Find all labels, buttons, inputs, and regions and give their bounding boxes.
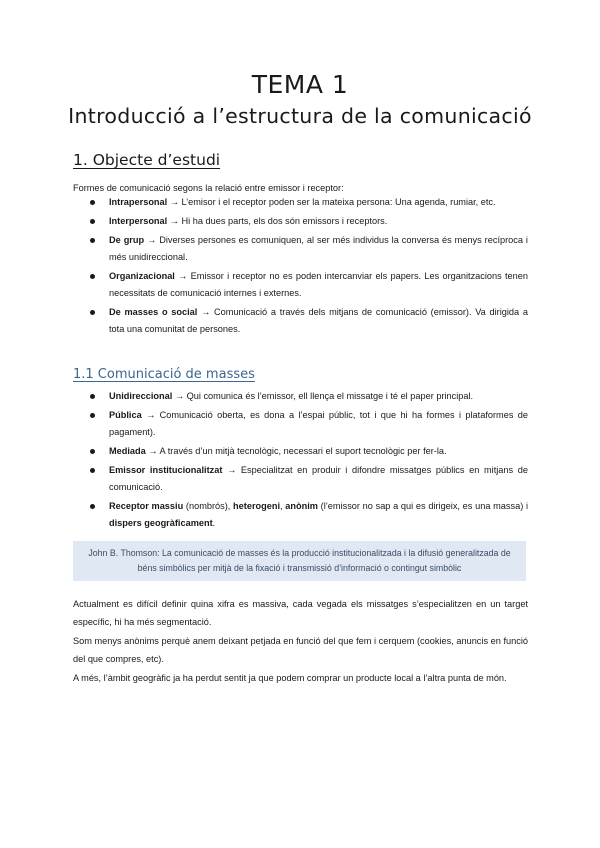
- paragraph: Actualment es difícil definir quina xifra es massiva, cada vegada els missatges s’especialitzen en un target específic, hi ha més segmentació.: [73, 599, 528, 627]
- item-term: Unidireccional: [109, 391, 173, 401]
- list-item: [90, 407, 528, 441]
- bullet-icon: [90, 200, 95, 205]
- item-text: → Especialitzat en produir i difondre missatges públics en mitjans de comunicació.: [109, 465, 528, 492]
- item-text: .: [212, 518, 216, 528]
- item-text: → A través d’un mitjà tecnològic, necessari el suport tecnològic per fer-la.: [148, 446, 447, 456]
- item-term: Emissor institucionalitzat: [109, 465, 223, 475]
- bullet-icon: [90, 394, 95, 399]
- item-text: → Emissor i receptor no es poden intercanviar els papers. Les organitzacions tenen necessitats de comunicació internes i externes.: [109, 271, 528, 298]
- mass-communication-list: [90, 388, 528, 532]
- item-text: → Hi ha dues parts, els dos són emissors i receptors.: [169, 216, 388, 226]
- bullet-icon: [90, 468, 95, 473]
- item-term: Interpersonal: [109, 216, 168, 226]
- item-text: ,: [280, 501, 286, 511]
- item-term: De grup: [109, 235, 145, 245]
- bullet-icon: [90, 504, 95, 509]
- item-term: anònim: [285, 501, 318, 511]
- item-text: → Comunicació oberta, es dona a l’espai públic, tot i que hi ha formes i plataformes de pagament).: [109, 410, 528, 437]
- item-text: → Diverses persones es comuniquen, al ser més individus la conversa és menys recíproca i més unidireccional.: [109, 235, 528, 262]
- list-item: [90, 268, 528, 302]
- list-item: [90, 232, 528, 266]
- bullet-icon: [90, 310, 95, 315]
- list-item: [90, 194, 528, 211]
- item-term: Organizacional: [109, 271, 175, 281]
- item-text: → L’emisor i el receptor poden ser la mateixa persona: Una agenda, rumiar, etc.: [169, 197, 496, 207]
- paragraph: A més, l’àmbit geogràfic ja ha perdut sentit ja que podem comprar un producte local a l’altra punta de món.: [73, 673, 507, 683]
- item-text: (nombrós),: [183, 501, 234, 511]
- page-title: TEMA 1: [251, 70, 349, 99]
- bullet-icon: [90, 219, 95, 224]
- bullet-icon: [90, 274, 95, 279]
- quote-text: John B. Thomson: La comunicació de masses és la producció institucionalitzada i la difusió generalitzada de béns simbòlics per mitjà de la fixació i transmissió d’informació o contingut simbòlic: [88, 548, 511, 573]
- item-term: heterogeni: [233, 501, 281, 511]
- item-term: Receptor massiu: [109, 501, 184, 511]
- list-item: [90, 443, 528, 460]
- item-term: Intrapersonal: [109, 197, 168, 207]
- section-heading-masses: 1.1 Comunicació de masses: [73, 367, 255, 382]
- item-text: → Qui comunica és l’emissor, ell llença el missatge i té el paper principal.: [174, 391, 474, 401]
- bullet-icon: [90, 413, 95, 418]
- page-subtitle: Introducció a l’estructura de la comunicació: [68, 104, 532, 128]
- paragraph: Som menys anònims perquè anem deixant petjada en funció del que fem i cerquem (cookies, anuncis en funció del que compres, etc).: [73, 636, 528, 664]
- item-term: dispers geogràficament: [109, 518, 213, 528]
- bullet-icon: [90, 449, 95, 454]
- bullet-icon: [90, 238, 95, 243]
- quote-box: [73, 541, 526, 581]
- item-term: Pública: [109, 410, 142, 420]
- communication-forms-list: [90, 194, 528, 338]
- item-text: → Comunicació a través dels mitjans de comunicació (emissor). Va dirigida a tota una comunitat de persones.: [109, 307, 529, 334]
- section-heading-objecte: 1. Objecte d’estudi: [73, 151, 221, 169]
- list-item: [90, 213, 528, 230]
- item-term: Mediada: [109, 446, 146, 456]
- list-item: [90, 388, 528, 405]
- list-item: [90, 498, 528, 532]
- item-term: De masses o social: [109, 307, 198, 317]
- item-text: (l’emissor no sap a qui es dirigeix, es una massa) i: [317, 501, 528, 511]
- list-item: [90, 462, 528, 496]
- section-intro: Formes de comunicació segons la relació entre emissor i receptor:: [73, 183, 344, 193]
- list-item: [90, 304, 528, 338]
